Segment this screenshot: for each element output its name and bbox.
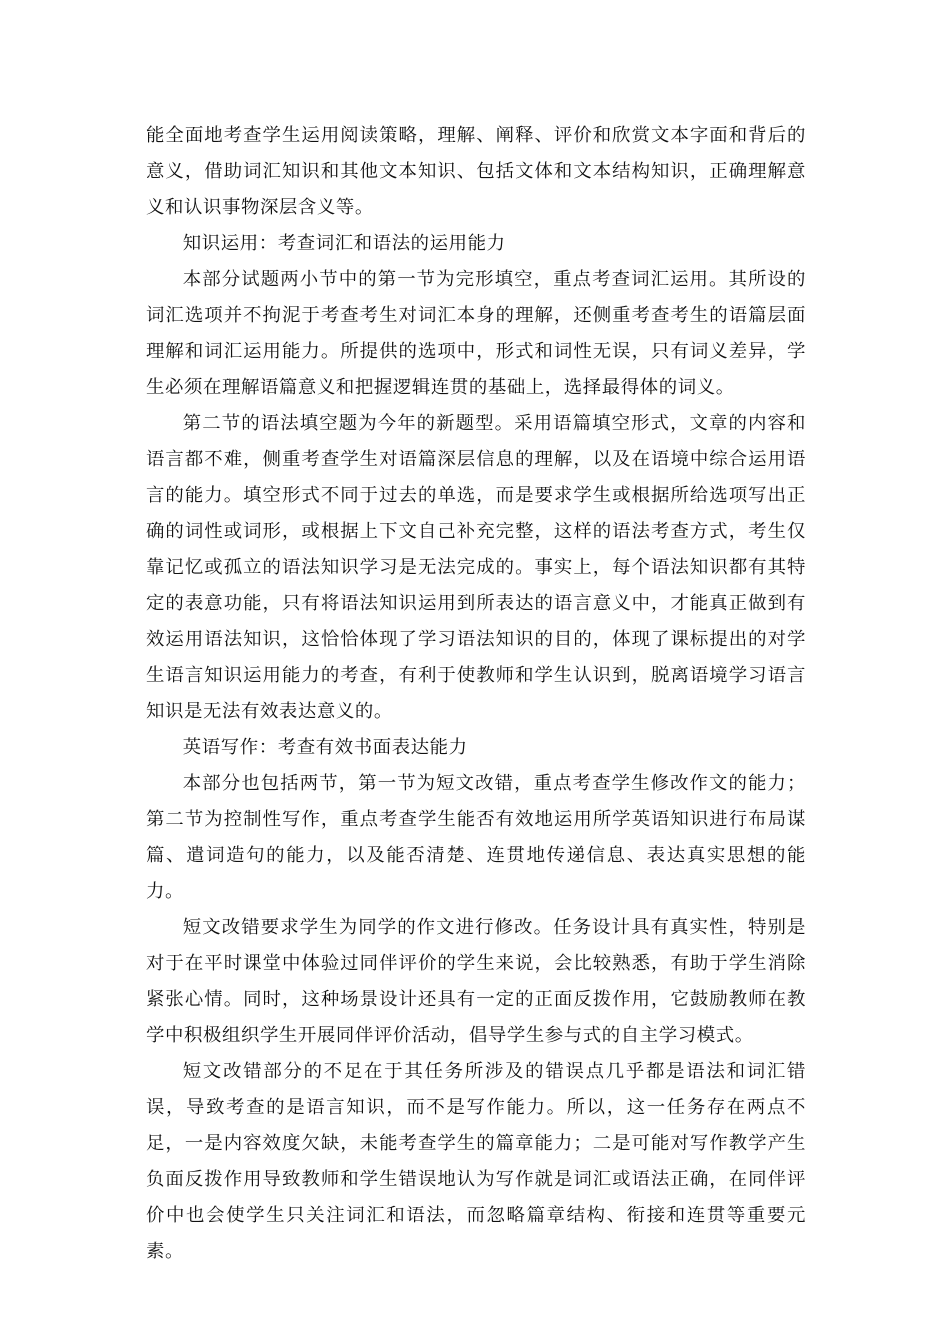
- paragraph-error-correction: 短文改错要求学生为同学的作文进行修改。任务设计具有真实性，特别是对于在平时课堂中体验过同伴评价的学生来说，会比较熟悉，有助于学生消除紧张心情。同时，这种场景设计还具有一定的正面反拨作用，它鼓励教师在教学中积极组织学生开展同伴评价活动，倡导学生参与式的自主学习模式。: [146, 917, 806, 1046]
- section-heading-writing: 英语写作：考查有效书面表达能力: [182, 737, 468, 758]
- paragraph-writing-overview: 本部分也包括两节，第一节为短文改错，重点考查学生修改作文的能力；第二节为控制性写作，重点考查学生能否有效地运用所学英语知识进行布局谋篇、遣词造句的能力，以及能否清楚、连贯地传递信息、表达真实思想的能力。: [146, 773, 806, 902]
- section-heading-knowledge-use: 知识运用：考查词汇和语法的运用能力: [182, 233, 506, 254]
- paragraph-grammar-fill: 第二节的语法填空题为今年的新题型。采用语篇填空形式，文章的内容和语言都不难，侧重考查学生对语篇深层信息的理解，以及在语境中综合运用语言的能力。填空形式不同于过去的单选，而是要求学生或根据所给选项写出正确的词性或词形，或根据上下文自己补充完整，这样的语法考查方式，考生仅靠记忆或孤立的语法知识学习是无法完成的。事实上，每个语法知识都有其特定的表意功能，只有将语法知识运用到所表达的语言意义中，才能真正做到有效运用语法知识，这恰恰体现了学习语法知识的目的，体现了课标提出的对学生语言知识运用能力的考查，有利于使教师和学生认识到，脱离语境学习语言知识是无法有效表达意义的。: [146, 413, 806, 722]
- paragraph-error-correction-shortcomings: 短文改错部分的不足在于其任务所涉及的错误点几乎都是语法和词汇错误，导致考查的是语言知识，而不是写作能力。所以，这一任务存在两点不足，一是内容效度欠缺，未能考查学生的篇章能力；二是可能对写作教学产生负面反拨作用导致教师和学生错误地认为写作就是词汇或语法正确，在同伴评价中也会使学生只关注词汇和语法，而忽略篇章结构、衔接和连贯等重要元素。: [146, 1061, 806, 1262]
- paragraph-cloze-test: 本部分试题两小节中的第一节为完形填空，重点考查词汇运用。其所设的词汇选项并不拘泥于考查考生对词汇本身的理解，还侧重考查考生的语篇层面理解和词汇运用能力。所提供的选项中，形式和词性无误，只有词义差异，学生必须在理解语篇意义和把握逻辑连贯的基础上，选择最得体的词义。: [146, 269, 806, 398]
- document-body: [146, 118, 806, 1270]
- paragraph-reading-continuation: 能全面地考查学生运用阅读策略，理解、阐释、评价和欣赏文本字面和背后的意义，借助词汇知识和其他文本知识、包括文体和文本结构知识，正确理解意义和认识事物深层含义等。: [146, 125, 806, 218]
